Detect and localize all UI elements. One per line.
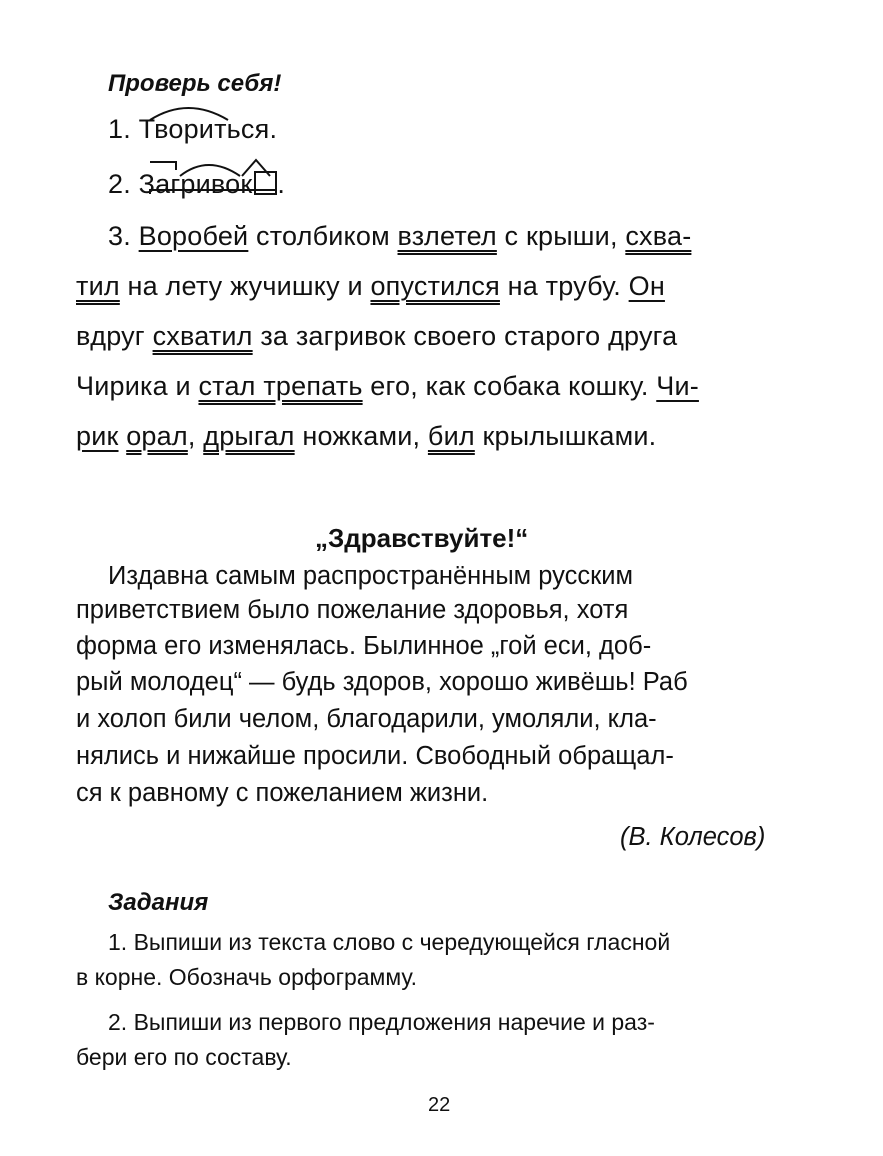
subject: Он (628, 271, 665, 301)
subject: Воробей (138, 221, 249, 251)
subject: рик (76, 421, 119, 451)
morpheme-word: Загривок (138, 169, 253, 199)
check-item-1: 1. Твориться. (108, 114, 278, 144)
text-line: нялись и нижайше просили. Свободный обращал- (76, 742, 674, 770)
predicate: стал трепать (198, 371, 363, 401)
morpheme-word: Твориться (138, 114, 270, 144)
item-number: 2. (108, 169, 131, 199)
task-line: бери его по составу. (76, 1044, 292, 1070)
predicate: тил (76, 271, 120, 301)
predicate: взлетел (397, 221, 497, 251)
predicate: схва- (625, 221, 692, 251)
tasks-heading: Задания (108, 889, 209, 916)
text-author: (В. Колесов) (620, 823, 766, 851)
predicate: схватил (152, 321, 253, 351)
check-heading: Проверь себя! (108, 70, 282, 97)
text-line: Издавна самым распространённым русским (108, 562, 634, 590)
check-item-2: 2. Загривок . (108, 169, 286, 199)
parsed-sentence-line-2: тил на лету жучишку и опустился на трубу. Он (76, 271, 665, 301)
text-line: рый молодец“ — будь здоров, хорошо живёшь! Раб (76, 668, 688, 696)
task-line: в корне. Обозначь орфограмму. (76, 964, 418, 990)
text-line: форма его изменялась. Былинное „гой еси, доб- (76, 632, 652, 660)
subject: Чи- (656, 371, 699, 401)
parsed-sentence-line-5: рик орал, дрыгал ножками, бил крылышками. (76, 421, 657, 451)
root-arc-mark (146, 100, 236, 124)
predicate: орал (126, 421, 188, 451)
predicate: бил (427, 421, 475, 451)
text-title: „Здравствуйте!“ (315, 523, 529, 553)
text-line: и холоп били челом, благодарили, умоляли, кла- (76, 705, 657, 733)
task-line: 2. Выпиши из первого предложения наречие и раз- (108, 1009, 655, 1035)
predicate: дрыгал (203, 421, 295, 451)
item-number: 1. (108, 114, 131, 144)
morpheme-marks (146, 156, 286, 196)
page-number: 22 (428, 1094, 451, 1116)
predicate: опустился (370, 271, 500, 301)
text-line: приветствием было пожелание здоровья, хотя (76, 596, 629, 624)
text-line: ся к равному с пожеланием жизни. (76, 779, 489, 807)
parsed-sentence-line-4: Чирика и стал трепать его, как собака кошку. Чи- (76, 371, 699, 401)
parsed-sentence-line-1: 3. Воробей столбиком взлетел с крыши, схва- (108, 221, 692, 251)
parsed-sentence-line-3: вдруг схватил за загривок своего старого друга (76, 321, 678, 351)
task-line: 1. Выпиши из текста слово с чередующейся гласной (108, 929, 671, 955)
